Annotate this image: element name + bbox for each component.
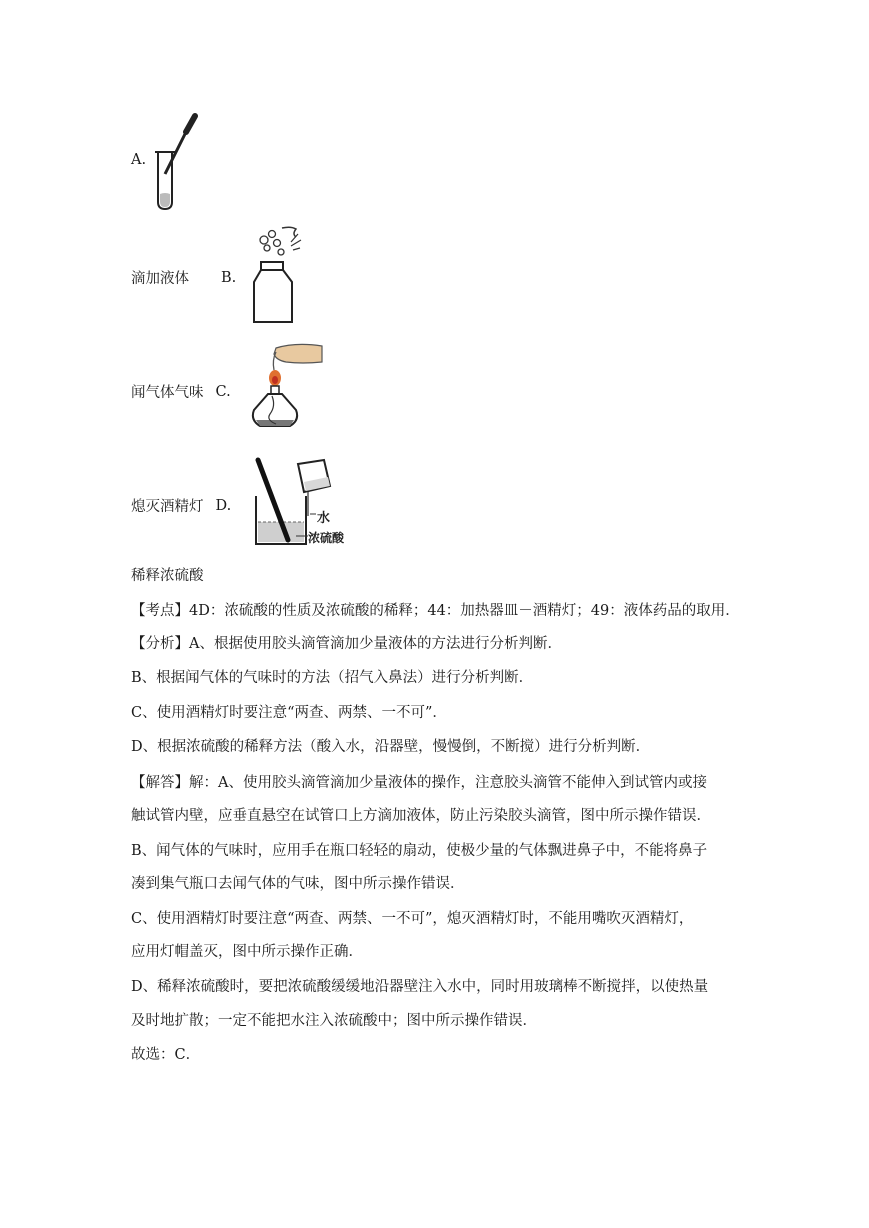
option-d-caption: 稀释浓硫酸 xyxy=(131,568,204,584)
jieda-line-1: 【解答】解：A、使用胶头滴管滴加少量液体的操作，注意胶头滴管不能伸入到试管内或接 xyxy=(131,775,707,791)
fenxi-d-line: D、根据浓硫酸的稀释方法（酸入水，沿器壁，慢慢倒，不断搅）进行分析判断． xyxy=(131,739,651,755)
option-d-figure-dilute-acid xyxy=(246,456,354,548)
figure-label-water: 水 xyxy=(317,511,331,526)
jieda-line-8: 及时地扩散；一定不能把水注入浓硫酸中；图中所示操作错误． xyxy=(131,1013,537,1029)
option-a-figure-dropper-test-tube xyxy=(152,112,204,212)
option-d-letter: D. xyxy=(215,497,232,514)
option-c-letter: C. xyxy=(215,383,231,400)
jieda-line-5: C、使用酒精灯时要注意“两查、两禁、一不可”，熄灭酒精灯时，不能用嘴吹灭酒精灯， xyxy=(131,911,694,927)
option-b-letter: B. xyxy=(221,269,237,286)
option-a-letter: A. xyxy=(131,152,147,168)
jieda-line-3: B、闻气体的气味时，应用手在瓶口轻轻的扇动，使极少量的气体飘进鼻子中，不能将鼻子 xyxy=(131,843,708,859)
option-d-prefix: 熄灭酒精灯 xyxy=(131,499,204,515)
jieda-line-2: 触试管内壁，应垂直悬空在试管口上方滴加液体，防止污染胶头滴管，图中所示操作错误． xyxy=(131,808,711,824)
option-b-prefix: 滴加液体 xyxy=(131,271,189,287)
jieda-line-7: D、稀释浓硫酸时，要把浓硫酸缓缓地沿器壁注入水中，同时用玻璃棒不断搅拌，以使热量 xyxy=(131,979,709,995)
fenxi-c-line: C、使用酒精灯时要注意“两查、两禁、一不可”． xyxy=(131,705,447,721)
jieda-line-6: 应用灯帽盖灭，图中所示操作正确． xyxy=(131,944,363,960)
option-a-row xyxy=(131,152,146,168)
jieda-line-4: 凑到集气瓶口去闻气体的气味，图中所示操作错误． xyxy=(131,876,465,892)
figure-label-acid: 浓硫酸 xyxy=(308,531,345,545)
option-c-row xyxy=(131,381,231,402)
answer-line: 故选：C． xyxy=(131,1047,201,1063)
option-d-row xyxy=(131,495,231,516)
option-b-figure-gas-bottle xyxy=(246,224,308,326)
option-b-row xyxy=(131,267,236,288)
fenxi-line: 【分析】A、根据使用胶头滴管滴加少量液体的方法进行分析判断． xyxy=(131,636,562,652)
option-c-figure-alcohol-lamp-blow xyxy=(246,340,326,438)
fenxi-b-line: B、根据闻气体的气味时的方法（招气入鼻法）进行分析判断． xyxy=(131,670,534,686)
option-c-prefix: 闻气体气味 xyxy=(131,385,204,401)
kaodian-line: 【考点】4D：浓硫酸的性质及浓硫酸的稀释；44：加热器皿－酒精灯；49：液体药品的取用． xyxy=(131,603,740,619)
